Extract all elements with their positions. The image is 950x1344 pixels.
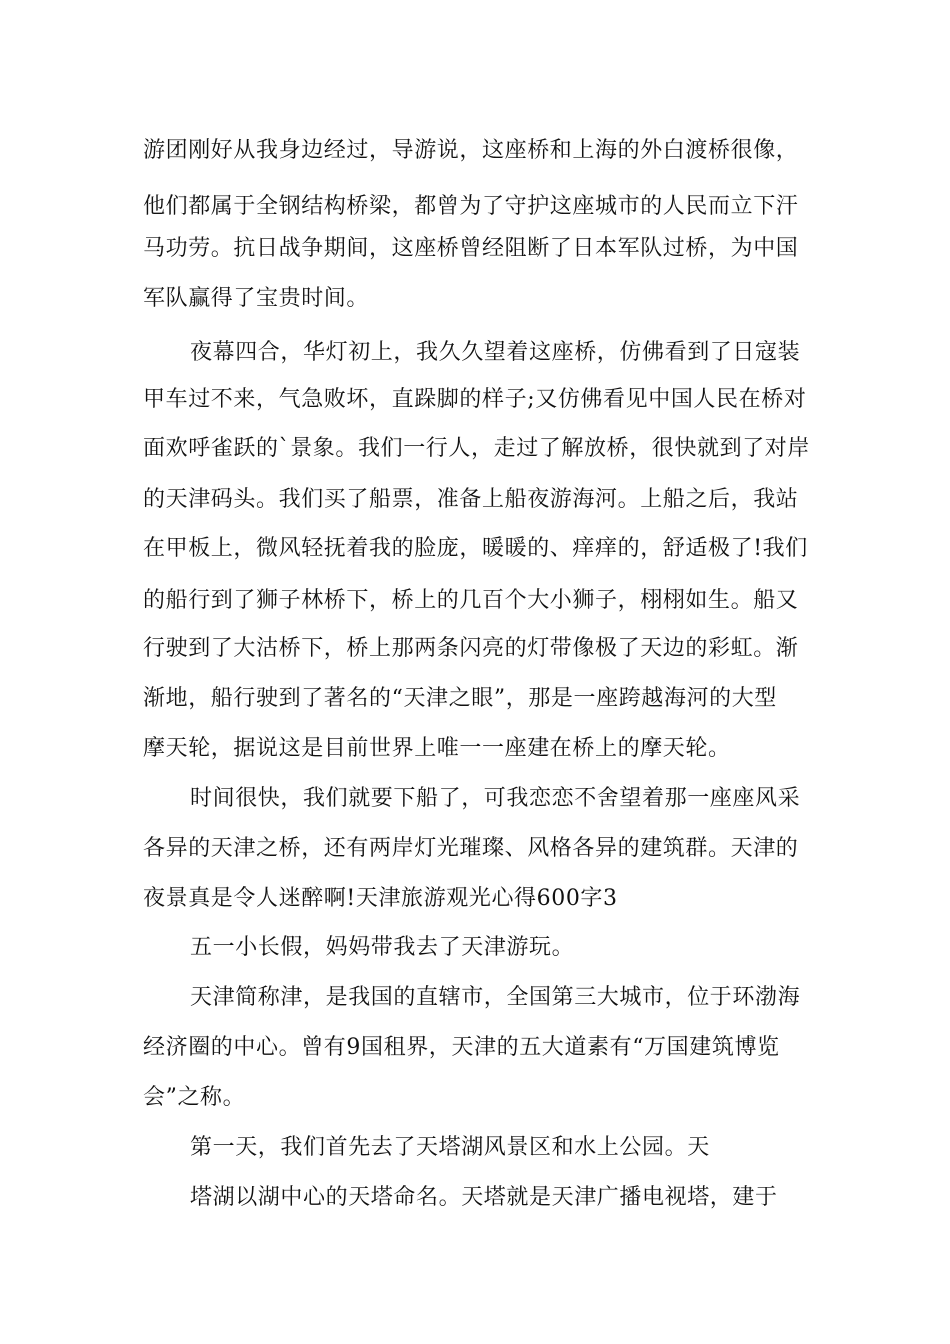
text-line: 的船行到了狮子林桥下，桥上的几百个大小狮子，栩栩如生。船又 <box>143 588 799 613</box>
text-line: 在甲板上，微风轻抚着我的脸庞，暖暖的、痒痒的，舒适极了!我们 <box>143 536 808 561</box>
text-line: 军队赢得了宝贵时间。 <box>143 286 370 311</box>
text-line: 的天津码头。我们买了船票，准备上船夜游海河。上船之后，我站 <box>143 487 799 512</box>
text-line: 时间很快，我们就要下船了，可我恋恋不舍望着那一座座风采 <box>190 786 801 811</box>
text-line: 天津简称津，是我国的直辖市，全国第三大城市，位于环渤海 <box>190 985 801 1010</box>
text-line: 各异的天津之桥，还有两岸灯光璀璨、风格各异的建筑群。天津的 <box>143 836 799 861</box>
text-line: 经济圈的中心。曾有9国租界，天津的五大道素有“万国建筑博览 <box>143 1035 780 1060</box>
text-line: 游团刚好从我身边经过，导游说，这座桥和上海的外白渡桥很像， <box>143 138 799 163</box>
text-line: 塔湖以湖中心的天塔命名。天塔就是天津广播电视塔，建于 <box>190 1185 778 1210</box>
text-line: 五一小长假，妈妈带我去了天津游玩。 <box>190 935 575 960</box>
text-line: 面欢呼雀跃的`景象。我们一行人，走过了解放桥，很快就到了对岸 <box>143 436 811 461</box>
text-line: 马功劳。抗日战争期间，这座桥曾经阻断了日本军队过桥，为中国 <box>143 236 799 261</box>
text-line: 摩天轮，据说这是目前世界上唯一一座建在桥上的摩天轮。 <box>143 736 731 761</box>
text-line: 他们都属于全钢结构桥梁，都曾为了守护这座城市的人民而立下汗 <box>143 194 799 219</box>
text-line: 夜幕四合，华灯初上，我久久望着这座桥，仿佛看到了日寇装 <box>190 340 801 365</box>
text-line: 渐地，船行驶到了著名的“天津之眼”，那是一座跨越海河的大型 <box>143 686 777 711</box>
text-line: 第一天，我们首先去了天塔湖风景区和水上公园。天 <box>190 1135 710 1160</box>
text-line: 会”之称。 <box>143 1085 246 1110</box>
text-line: 行驶到了大沽桥下，桥上那两条闪亮的灯带像极了天边的彩虹。渐 <box>143 636 799 661</box>
text-line: 甲车过不来，气急败坏，直跺脚的样子;又仿佛看见中国人民在桥对 <box>143 387 807 412</box>
text-line: 夜景真是令人迷醉啊!天津旅游观光心得600字3 <box>143 886 618 911</box>
